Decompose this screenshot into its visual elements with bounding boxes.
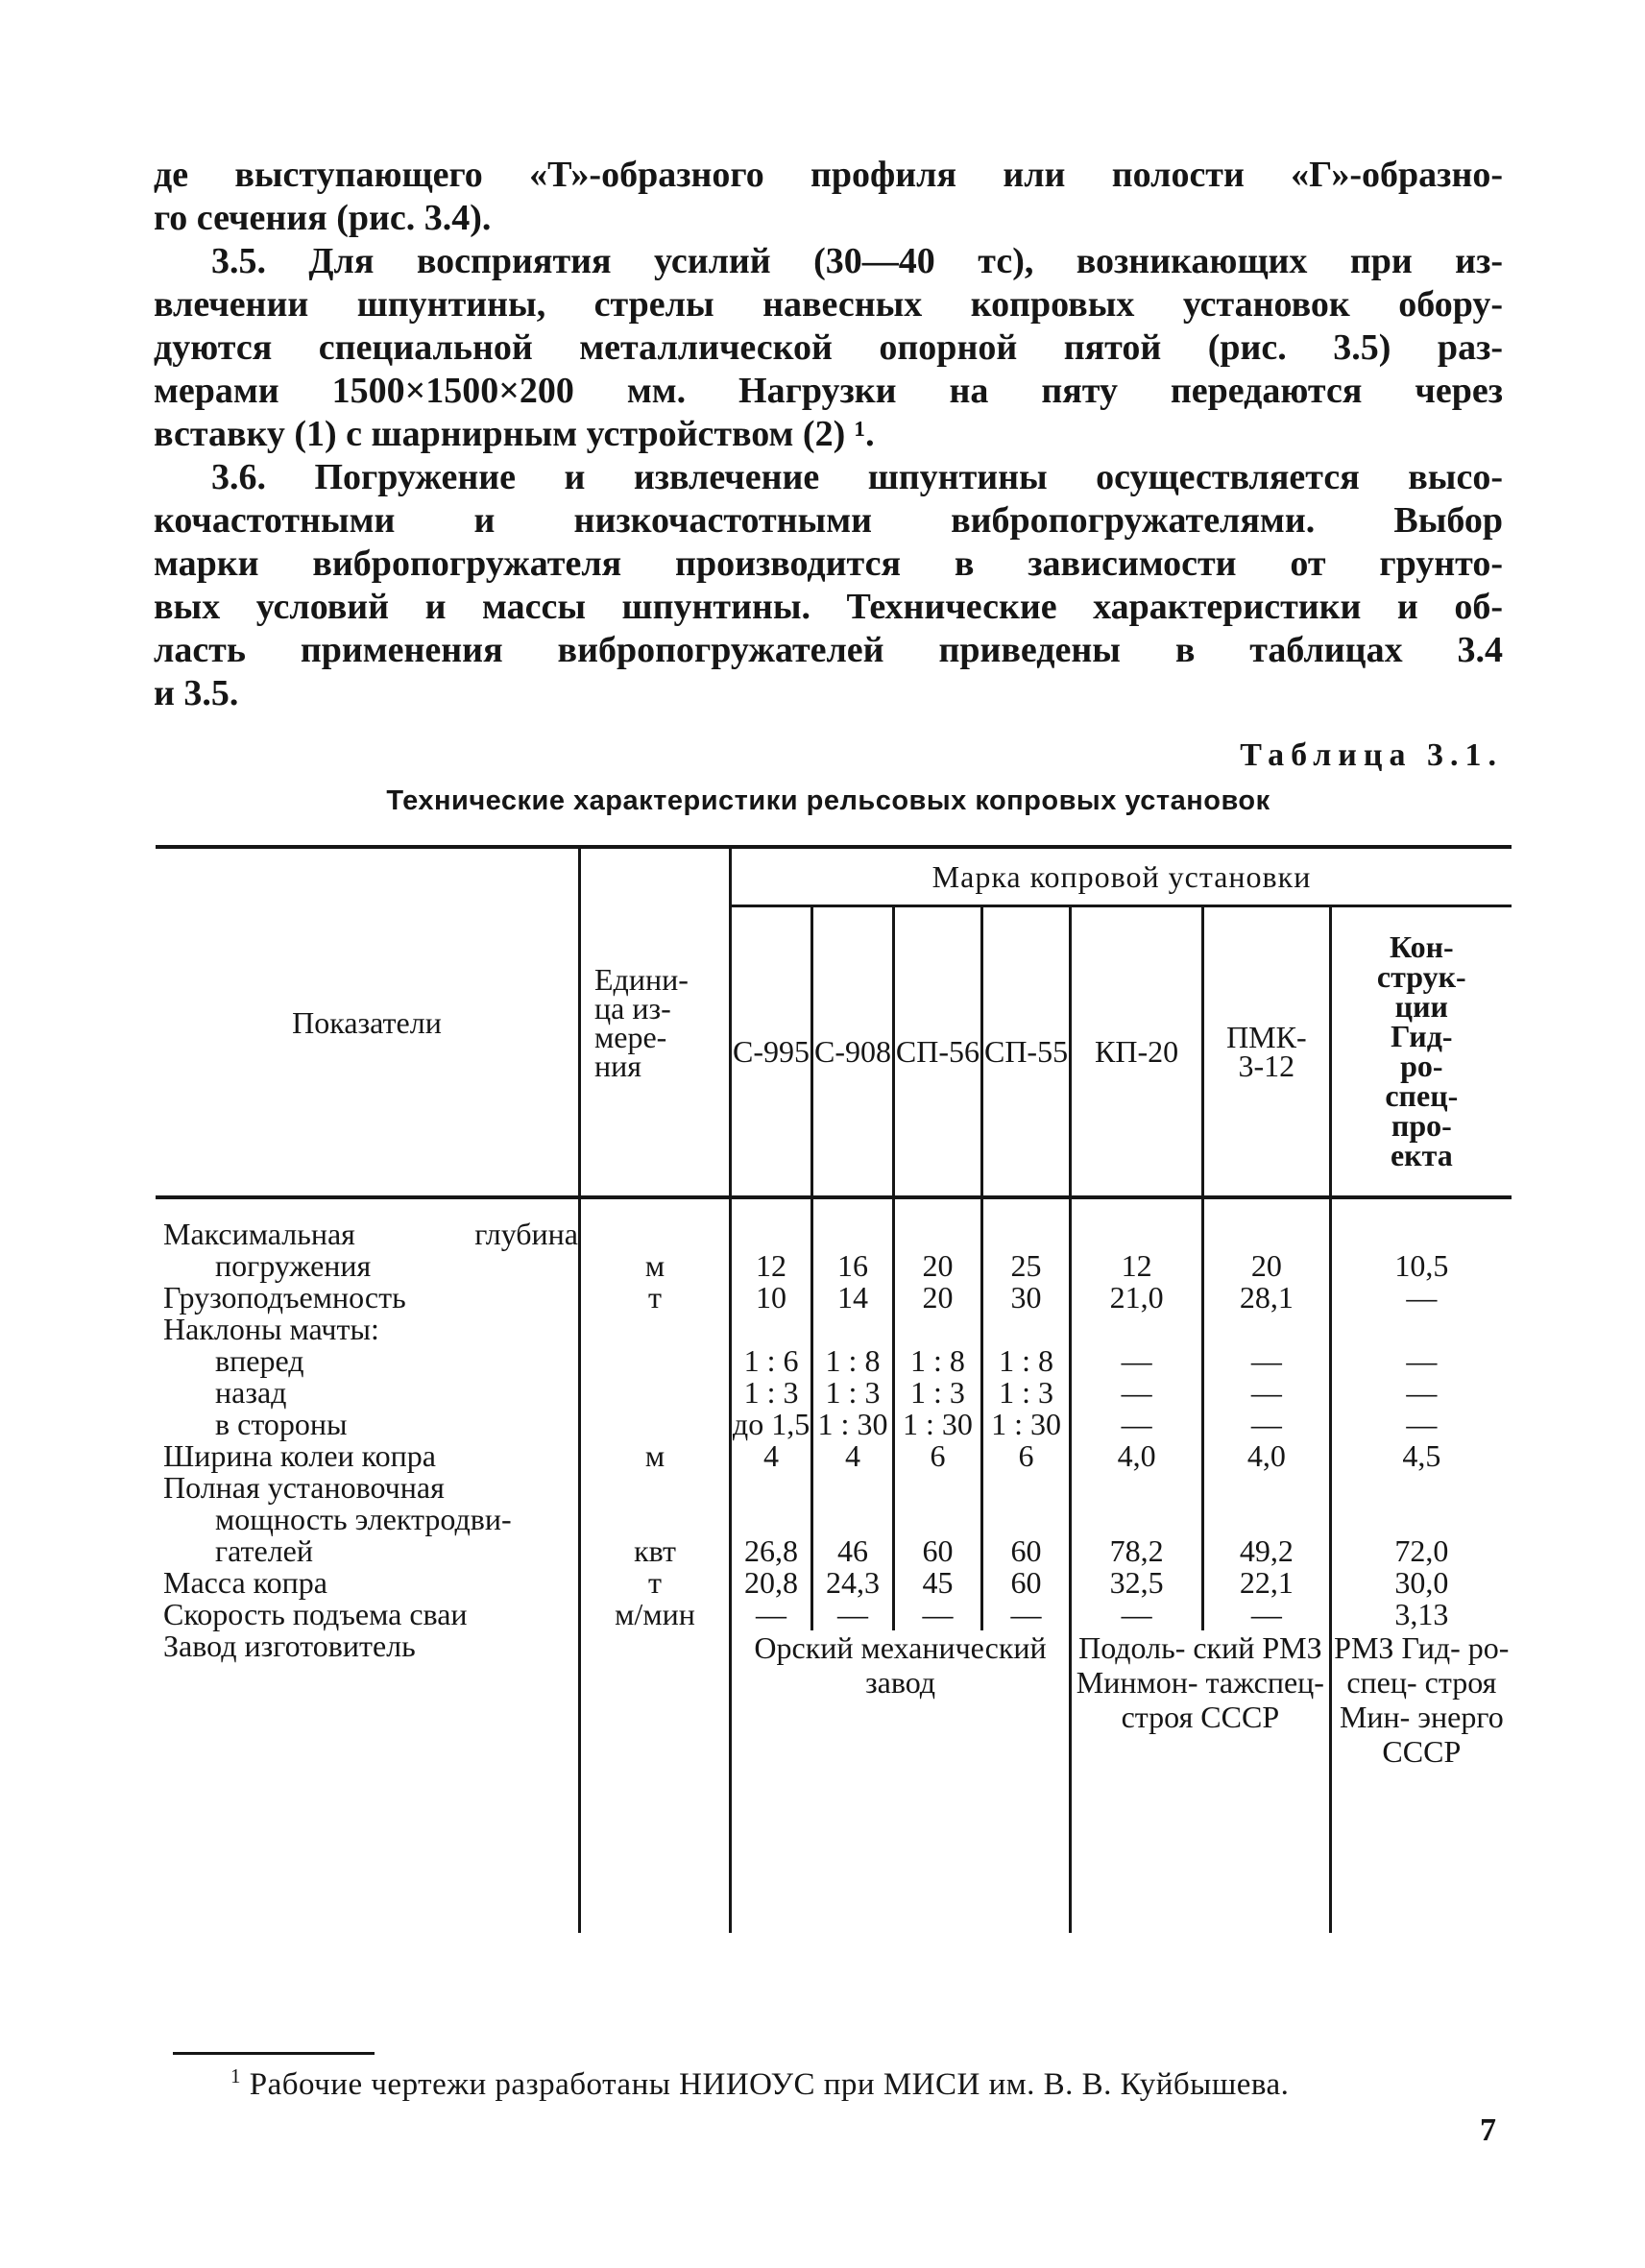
table-cell: — (981, 1599, 1070, 1630)
text-line: кочастотными и низкочастотными вибропогружателями. Выбор (154, 500, 1503, 541)
table-cell: 46 (812, 1535, 894, 1567)
table-cell: — (1330, 1409, 1512, 1440)
column-header-brand: С-995 (731, 906, 812, 1198)
table-cell: — (1071, 1409, 1203, 1440)
table-cell: 10,5 (1330, 1250, 1512, 1282)
table-cell: 1 : 8 (893, 1345, 981, 1377)
table-cell: — (1071, 1377, 1203, 1409)
text-line: вых условий и массы шпунтины. Технические характеристики и об- (154, 587, 1503, 627)
table-cell: 1 : 3 (731, 1377, 812, 1409)
table-row (156, 1314, 1512, 1345)
table-cell: 1 : 3 (981, 1377, 1070, 1409)
table-cell: 4,0 (1203, 1440, 1331, 1472)
table-cell: — (812, 1599, 894, 1630)
table-cell: 60 (981, 1567, 1070, 1599)
table-row (156, 1535, 1512, 1567)
row-label: Грузоподъемность (163, 1280, 406, 1315)
table-cell: 78,2 (1071, 1535, 1203, 1567)
row-unit: т (580, 1567, 731, 1599)
table-cell: 1 : 3 (893, 1377, 981, 1409)
table-row (156, 1218, 1512, 1250)
table-cell: 60 (893, 1535, 981, 1567)
table-cell: 32,5 (1071, 1567, 1203, 1599)
row-label: Ширина колеи копра (163, 1438, 436, 1473)
table-cell: 14 (812, 1282, 894, 1314)
text-line: и 3.5. (154, 673, 239, 713)
text-line: дуются специальной металлической опорной пятой (рис. 3.5) раз- (154, 327, 1503, 368)
column-header-brand: С-908 (812, 906, 894, 1198)
table-cell: Подоль- ский РМЗ Минмон- тажспец- строя СССР (1071, 1630, 1331, 1933)
row-label: в стороны (215, 1407, 348, 1441)
text-line: марки вибропогружателя производится в зависимости от грунто- (154, 543, 1503, 584)
table-cell: 30,0 (1330, 1567, 1512, 1599)
table-cell: — (1203, 1409, 1331, 1440)
table-cell: 20 (893, 1282, 981, 1314)
row-label: Полная установочная (163, 1470, 445, 1505)
table-cell: — (893, 1599, 981, 1630)
row-unit: т (580, 1282, 731, 1314)
table-cell: 21,0 (1071, 1282, 1203, 1314)
table-cell: 3,13 (1330, 1599, 1512, 1630)
row-label: Масса копра (163, 1565, 327, 1600)
table-cell: 16 (812, 1250, 894, 1282)
table-cell: 1 : 6 (731, 1345, 812, 1377)
table-cell: 60 (981, 1535, 1070, 1567)
row-label: назад (215, 1375, 287, 1410)
text-line: вставку (1) с шарнирным устройством (2) ¹. (154, 414, 875, 454)
spec-table (156, 845, 1512, 1933)
table-cell: 1 : 30 (981, 1409, 1070, 1440)
table-cell: 4 (731, 1440, 812, 1472)
table-cell: 30 (981, 1282, 1070, 1314)
table-cell: 20 (893, 1250, 981, 1282)
table-cell: 72,0 (1330, 1535, 1512, 1567)
text-line: 3.6. Погружение и извлечение шпунтины осуществляется высо- (211, 457, 1503, 497)
table-cell: — (1330, 1345, 1512, 1377)
row-label: Максимальная глубина (163, 1217, 578, 1251)
table-cell: 45 (893, 1567, 981, 1599)
column-header-unit: Едини- ца из- мере- ния (580, 849, 731, 1197)
table-row (156, 1567, 1512, 1599)
column-header-brand: Кон- струк- ции Гид- ро- спец- про- екта (1330, 906, 1512, 1198)
text-line: 3.5. Для восприятия усилий (30—40 тс), возникающих при из- (211, 241, 1503, 281)
footnote-mark: 1 (230, 2064, 241, 2087)
footnote-text: Рабочие чертежи разработаны НИИОУС при МИСИ им. В. В. Куйбышева. (249, 2067, 1290, 2102)
table-cell: до 1,5 (731, 1409, 812, 1440)
column-header-brand: КП-20 (1071, 906, 1203, 1198)
table-cell: 4,5 (1330, 1440, 1512, 1472)
table-cell: 6 (981, 1440, 1070, 1472)
row-unit: м/мин (580, 1599, 731, 1630)
table-cell: — (1203, 1345, 1331, 1377)
column-header-indicator: Показатели (156, 849, 580, 1197)
column-header-brand: ПМК- 3-12 (1203, 906, 1331, 1198)
table-cell: 28,1 (1203, 1282, 1331, 1314)
table-row (156, 1440, 1512, 1472)
table-cell: — (1330, 1377, 1512, 1409)
table-row (156, 1282, 1512, 1314)
column-header-brand: СП-55 (981, 906, 1070, 1198)
table-row (156, 1409, 1512, 1440)
table-row (156, 1504, 1512, 1535)
row-unit: м (580, 1250, 731, 1282)
row-label: Наклоны мачты: (163, 1312, 379, 1346)
table-cell: 4 (812, 1440, 894, 1472)
table-cell: 1 : 8 (981, 1345, 1070, 1377)
table-cell: РМЗ Гид- ро- спец- строя Мин- энерго СССР (1330, 1630, 1512, 1933)
table-cell: 1 : 8 (812, 1345, 894, 1377)
row-label: погружения (215, 1248, 372, 1283)
row-unit: квт (580, 1535, 731, 1567)
table-cell: 25 (981, 1250, 1070, 1282)
table-row (156, 1599, 1512, 1630)
table-cell: 1 : 30 (812, 1409, 894, 1440)
table-label: Таблица 3.1. (1240, 737, 1503, 773)
table-row (156, 1345, 1512, 1377)
table-row (156, 1250, 1512, 1282)
row-label: Скорость подъема сваи (163, 1597, 468, 1631)
table-row (156, 1472, 1512, 1504)
footnote (230, 2064, 1289, 2103)
table-cell: — (731, 1599, 812, 1630)
table-row (156, 1377, 1512, 1409)
table-cell: — (1330, 1282, 1512, 1314)
table-row (156, 1630, 1512, 1933)
page-number: 7 (1480, 2112, 1496, 2148)
footnote-divider (173, 2052, 375, 2055)
table-caption: Технические характеристики рельсовых копровых установок (386, 785, 1270, 816)
column-header-brand: СП-56 (893, 906, 981, 1198)
column-header-brand-group: Марка копровой установки (731, 849, 1512, 906)
table-cell: — (1203, 1377, 1331, 1409)
text-line: де выступающего «Т»-образного профиля или полости «Г»-образно- (154, 155, 1503, 195)
row-label: мощность электродви- (215, 1502, 512, 1536)
text-line: ласть применения вибропогружателей приведены в таблицах 3.4 (154, 630, 1503, 670)
text-line: го сечения (рис. 3.4). (154, 198, 492, 238)
table-cell: — (1071, 1599, 1203, 1630)
table-cell: — (1203, 1599, 1331, 1630)
table-cell: 12 (731, 1250, 812, 1282)
table-cell: 20 (1203, 1250, 1331, 1282)
table-cell: 6 (893, 1440, 981, 1472)
table-cell: 20,8 (731, 1567, 812, 1599)
text-line: влечении шпунтины, стрелы навесных копровых установок обору- (154, 284, 1503, 325)
table-cell: 49,2 (1203, 1535, 1331, 1567)
table-cell: 1 : 3 (812, 1377, 894, 1409)
table-cell: 26,8 (731, 1535, 812, 1567)
table-cell: 4,0 (1071, 1440, 1203, 1472)
table-cell: — (1071, 1345, 1203, 1377)
text-line: мерами 1500×1500×200 мм. Нагрузки на пяту передаются через (154, 371, 1503, 411)
body-text (154, 154, 1503, 715)
table-cell: 24,3 (812, 1567, 894, 1599)
table-cell: Орский механический завод (731, 1630, 1071, 1933)
row-label: вперед (215, 1343, 304, 1378)
table-cell: 10 (731, 1282, 812, 1314)
table-cell: 12 (1071, 1250, 1203, 1282)
row-label: гателей (215, 1533, 313, 1568)
row-label: Завод изготовитель (163, 1629, 416, 1663)
table-cell: 1 : 30 (893, 1409, 981, 1440)
row-unit: м (580, 1440, 731, 1472)
table-cell: 22,1 (1203, 1567, 1331, 1599)
